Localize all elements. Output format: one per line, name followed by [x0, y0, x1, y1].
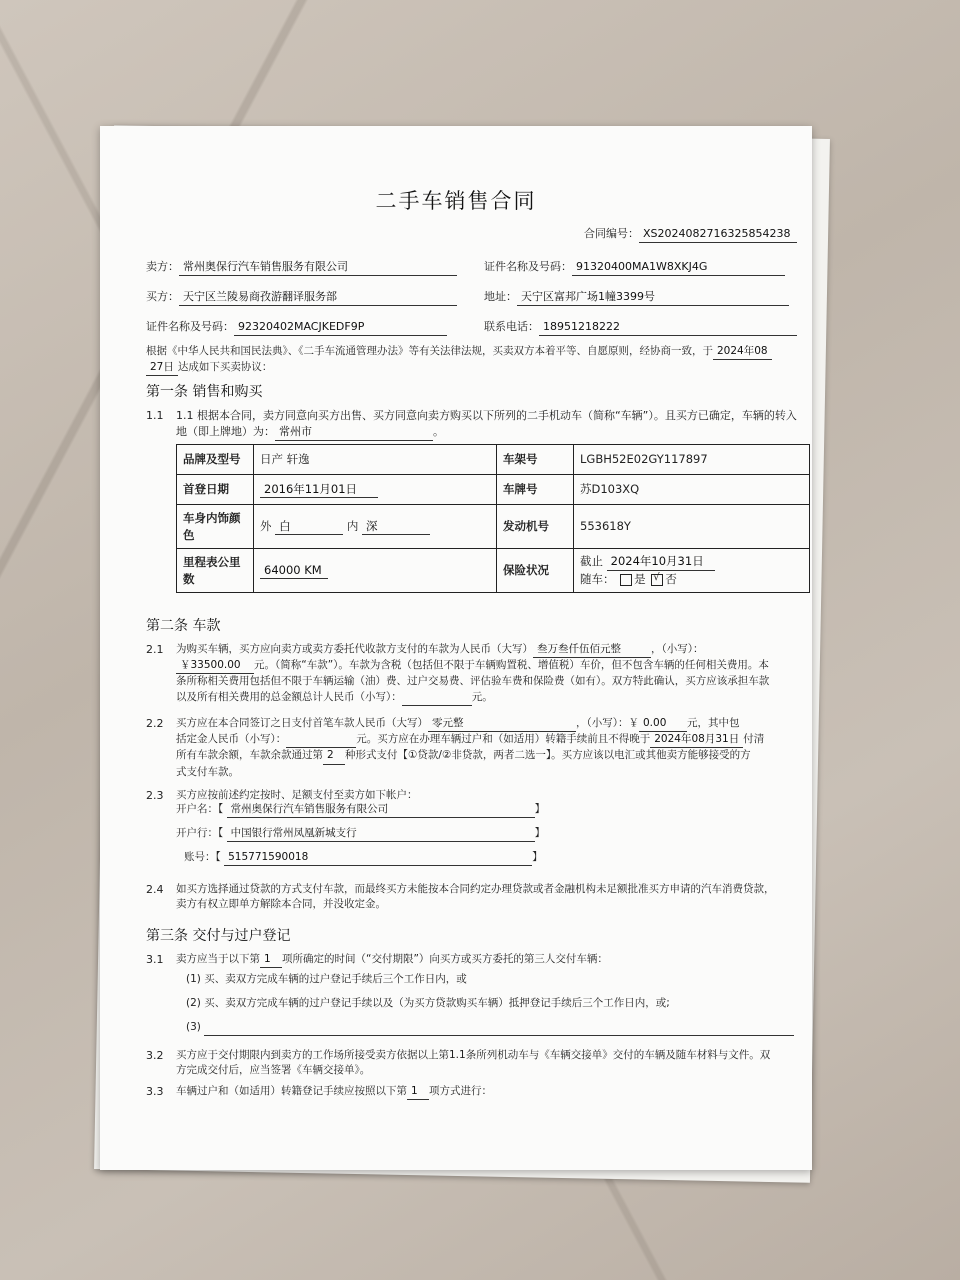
seller-cert-value: 91320400MA1W8XKJ4G [572, 259, 785, 276]
clause-3-1-text-a: 卖方应当于以下第 [176, 953, 260, 965]
insurance-label: 保险状况 [497, 549, 574, 593]
seller-cert-row [484, 259, 785, 276]
checkbox-no-label: 否 [665, 572, 677, 586]
option-3-row [186, 1020, 794, 1036]
clause-2-4-text-a: 如买方选择通过贷款的方式支付车款，而最终买方未能按本合同约定办理贷款或者金融机构未足额批准买方申请的汽车消费贷款， [176, 883, 775, 895]
seller-row [146, 259, 457, 276]
insurance-cell [574, 549, 810, 593]
clause-2-2-text-d: 括定金人民币（小写）： [176, 733, 287, 746]
clause-2-2-text-a: 买方应在本合同签订之日支付首笔车款人民币（大写） [176, 717, 428, 729]
option-3-label: (3) [186, 1021, 201, 1033]
insurance-date: 2024年10月31日 [607, 553, 715, 571]
payment-due-date: 2024年08月31日 [650, 732, 743, 748]
clause-number: 2.4 [146, 883, 164, 896]
bank-label: 开户行： [176, 827, 218, 839]
clause-number: 2.2 [146, 717, 164, 730]
clause-3-3-text-b: 项方式进行： [429, 1085, 492, 1097]
preamble-date-1: 2024年08 [713, 344, 772, 360]
buyer-address-value: 天宁区富邦广场1幢3399号 [517, 289, 789, 306]
buyer-cert-label: 证件名称及号码： [146, 320, 234, 333]
clause-number: 3.3 [146, 1085, 164, 1098]
option-3-blank[interactable] [204, 1020, 794, 1036]
clause-3-3-text-a: 车辆过户和（如适用）转籍登记手续应按照以下第 [176, 1085, 407, 1097]
section-2-heading: 第二条 车款 [146, 618, 221, 634]
clause-1-1-text-b: 地（即上牌地）为： [176, 424, 275, 438]
buyer-cert-row [146, 319, 447, 336]
exterior-color: 白 [275, 518, 343, 536]
clause-2-1-text-f: 元。 [471, 690, 493, 703]
clause-number: 3.1 [146, 953, 164, 966]
contract-page [100, 126, 812, 1170]
buyer-name: 天宁区兰陵易商孜游翻译服务部 [179, 289, 457, 306]
clause-1-1 [176, 408, 806, 441]
checkbox-no[interactable] [651, 574, 663, 586]
clause-2-1-text-a: 为购买车辆，买方应向卖方或卖方委托代收款方支付的车款为人民币（大写） [176, 643, 533, 655]
brand-value: 日产 轩逸 [254, 445, 497, 475]
deposit-blank[interactable] [286, 732, 356, 748]
preamble-text: 根据《中华人民共和国民法典》、《二手车流通管理办法》等有关法律法规，买卖双方本着平等、自愿原则，经协商一致，于 [146, 345, 713, 357]
clause-2-2-text-g: 所有车款余额，车款余款通过第 [176, 749, 323, 762]
clause-2-1 [176, 642, 806, 706]
vehicle-info-table [176, 444, 810, 593]
table-row [177, 505, 810, 549]
seller-label: 卖方： [146, 260, 179, 273]
section-3-heading: 第三条 交付与过户登记 [146, 928, 291, 944]
preamble [146, 344, 806, 376]
vin-value: LGBH52E02GY117897 [574, 445, 810, 475]
buyer-label: 买方： [146, 290, 179, 303]
first-registration-cell [254, 475, 497, 505]
interior-prefix: 内 [346, 518, 359, 533]
checkbox-yes[interactable] [620, 574, 632, 586]
clause-3-2-text-a: 买方应于交付期限内到卖方的工作场所接受卖方依据以上第1.1条所列机动车与《车辆交接单》交付的车辆及随车材料与文件。双 [176, 1049, 771, 1061]
insurance-with-car: 随车： [580, 572, 615, 586]
down-payment-words: 零元整 [428, 716, 576, 732]
clause-number: 2.3 [146, 789, 164, 802]
clause-2-2-text-b: ，（小写）：￥ [576, 717, 639, 729]
bank-row: 开户行：【 中国银行常州凤凰新城支行 】 [176, 826, 545, 842]
mileage-label: 里程表公里数 [177, 549, 254, 593]
clause-2-1-text-b: ，（小写）： [651, 643, 704, 655]
option-2: (2) 买、卖双方完成车辆的过户登记手续以及（为买方贷款购买车辆）抵押登记手续后三个工作日内，或; [186, 997, 670, 1009]
color-label: 车身内饰颜色 [177, 505, 254, 549]
document-title: 二手车销售合同 [375, 189, 537, 213]
table-row [177, 475, 810, 505]
clause-3-1-text-b: 项所确定的时间（“交付期限”）向买方或买方委托的第三人交付车辆： [282, 953, 608, 965]
buyer-address-label: 地址： [484, 290, 517, 303]
option-1: (1) 买、卖双方完成车辆的过户登记手续后三个工作日内，或 [186, 973, 467, 985]
exterior-prefix: 外 [260, 518, 272, 533]
account-number-row: 账号：【 515771590018 】 [184, 850, 543, 866]
first-registration-label: 首登日期 [177, 475, 254, 505]
buyer-phone-label: 联系电话： [484, 320, 539, 333]
price-amount: ￥33500.00 [176, 658, 254, 674]
clause-2-2-text-i: 式支付车款。 [176, 765, 239, 778]
color-cell [254, 505, 497, 549]
interior-color: 深 [362, 518, 430, 536]
down-payment-amount: 0.00 [639, 716, 687, 732]
seller-name: 常州奥保行汽车销售服务有限公司 [179, 259, 457, 276]
clause-1-1-text-a: 1.1 根据本合同，卖方同意向买方出售、买方同意向卖方购买以下所列的二手机动车（简称“车辆”）。且买方已确定，车辆的转入 [176, 409, 797, 422]
transfer-option: 1 [407, 1084, 429, 1100]
clause-number: 1.1 [146, 409, 164, 422]
clause-2-1-text-c: 元。（简称“车款”）。车款为含税（包括但不限于车辆购置税、增值税）车价，但不包含车辆的任何相关费用。本 [254, 659, 769, 672]
clause-2-2 [176, 716, 806, 780]
seller-cert-label: 证件名称及号码： [484, 260, 572, 273]
buyer-cert-value: 92320402MACJKEDF9P [234, 319, 447, 336]
contract-number-label: 合同编号： [584, 227, 639, 240]
clause-number: 2.1 [146, 643, 164, 656]
vin-label: 车架号 [497, 445, 574, 475]
buyer-address-row [484, 289, 789, 306]
first-registration-value: 2016年11月01日 [260, 481, 378, 499]
clause-2-2-text-h: 种形式支付【①贷款/②非贷款，两者二选一】。买方应该以电汇或其他卖方能够接受的方 [345, 749, 751, 762]
engine-label: 发动机号 [497, 505, 574, 549]
buyer-phone-value: 18951218222 [539, 319, 797, 336]
table-row [177, 549, 810, 593]
preamble-tail: 达成如下买卖协议： [177, 361, 273, 374]
bank-value: 中国银行常州凤凰新城支行 [227, 826, 535, 842]
registration-city: 常州市 [275, 424, 433, 441]
clause-2-2-text-e: 元。买方应在办理车辆过户和（如适用）转籍手续前且不得晚于 [356, 733, 651, 746]
account-name-label: 开户名： [176, 803, 218, 815]
clause-3-2-text-b: 方完成交付后，应当签署《车辆交接单》。 [176, 1064, 371, 1077]
checkbox-yes-label: 是 [634, 572, 646, 586]
plate-label: 车牌号 [497, 475, 574, 505]
table-row [177, 445, 810, 475]
clause-2-2-text-f: 付清 [743, 733, 765, 746]
clause-3-3 [176, 1084, 806, 1100]
total-amount-blank[interactable] [402, 690, 472, 706]
preamble-date-2: 27日 [146, 360, 178, 376]
clause-3-1 [176, 952, 806, 968]
clause-2-4-text-b: 卖方有权立即单方解除本合同，并没收定金。 [176, 898, 386, 911]
clause-2-4 [176, 882, 806, 912]
insurance-prefix: 截止 [580, 554, 603, 569]
contract-number-value: XS2024082716325854238 [639, 226, 797, 243]
clause-2-1-text-d: 条所称相关费用包括但不限于车辆运输（油）费、过户交易费、评估验车费和保险费（如有）。双方特此确认，买方应该承担车款 [176, 675, 770, 688]
clause-2-1-text-e: 以及所有相关费用的总金额总计人民币（小写）： [176, 690, 402, 703]
mileage-value: 64000 KM [260, 562, 328, 580]
buyer-row [146, 289, 457, 306]
clause-2-2-text-c: 元，其中包 [687, 717, 740, 729]
clause-3-2 [176, 1048, 806, 1078]
buyer-phone-row [484, 319, 797, 336]
engine-value: 553618Y [574, 505, 810, 549]
payment-method: 2 [323, 748, 345, 764]
account-name-value: 常州奥保行汽车销售服务有限公司 [227, 802, 535, 818]
account-number-value: 515771590018 [224, 850, 532, 866]
mileage-cell [254, 549, 497, 593]
plate-value: 苏D103XQ [574, 475, 810, 505]
clause-1-1-end: 。 [433, 424, 444, 438]
clause-number: 3.2 [146, 1049, 164, 1062]
contract-number [584, 226, 797, 243]
brand-label: 品牌及型号 [177, 445, 254, 475]
section-1-heading: 第一条 销售和购买 [146, 384, 263, 400]
account-name-row: 开户名：【 常州奥保行汽车销售服务有限公司 】 [176, 802, 545, 818]
price-in-words: 叁万叁仟伍佰元整 [533, 642, 651, 658]
clause-2-3: 买方应按前述约定按时、足额支付至卖方如下帐户： [176, 789, 418, 801]
delivery-option: 1 [260, 952, 282, 968]
account-number-label: 账号： [184, 851, 216, 863]
